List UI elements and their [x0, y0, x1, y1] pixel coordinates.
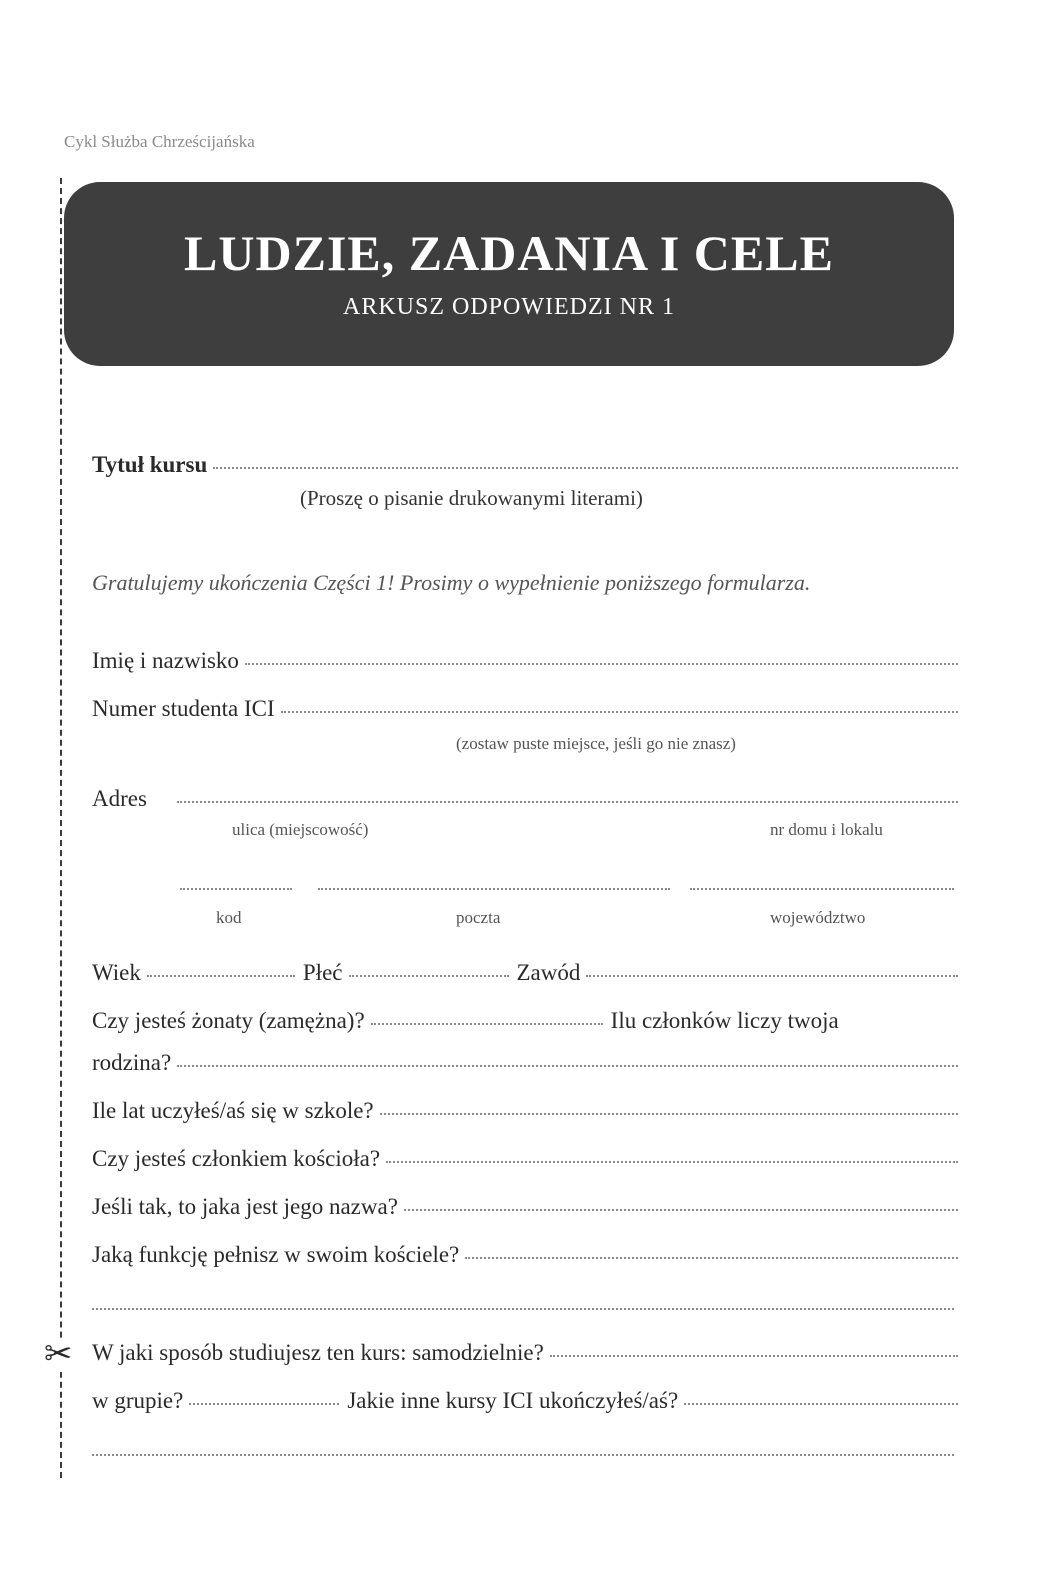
family-label-cont: rodzina?	[92, 1050, 172, 1075]
house-number-hint: nr domu i lokalu	[770, 820, 883, 839]
form-title: LUDZIE, ZADANIA I CELE	[184, 225, 834, 281]
student-number-row	[92, 696, 958, 722]
form-subtitle: ARKUSZ ODPOWIEDZI NR 1	[343, 294, 675, 320]
job-field[interactable]	[586, 975, 958, 977]
post-office-hint: poczta	[456, 908, 501, 927]
course-title-field[interactable]	[213, 467, 958, 469]
study-mode-field[interactable]	[550, 1355, 958, 1357]
married-row	[92, 1008, 958, 1034]
sex-field[interactable]	[349, 975, 509, 977]
name-field[interactable]	[245, 663, 958, 665]
family-row	[92, 1050, 958, 1076]
church-name-row	[92, 1194, 958, 1220]
school-row	[92, 1098, 958, 1124]
other-courses-field[interactable]	[684, 1403, 958, 1405]
church-role-row	[92, 1242, 958, 1268]
street-hint: ulica (miejscowość)	[232, 820, 369, 839]
family-label: Ilu członków liczy twoja	[610, 1008, 839, 1033]
course-title-hint: (Proszę o pisanie drukowanymi literami)	[300, 486, 643, 510]
married-field[interactable]	[371, 1023, 603, 1025]
age-sex-job-row	[92, 960, 958, 986]
study-mode-row	[92, 1340, 958, 1366]
course-title-label: Tytuł kursu	[92, 452, 208, 477]
group-field[interactable]	[189, 1403, 339, 1405]
age-field[interactable]	[147, 975, 295, 977]
study-mode-label: W jaki sposób studiujesz ten kurs: samodzielnie?	[92, 1340, 544, 1365]
sex-label: Płeć	[302, 960, 343, 985]
married-label: Czy jesteś żonaty (zamężna)?	[92, 1008, 365, 1033]
cut-line	[60, 178, 62, 1478]
address-label: Adres	[92, 786, 147, 811]
job-label: Zawód	[516, 960, 581, 985]
series-header: Cykl Służba Chrześcijańska	[64, 132, 255, 151]
group-row	[92, 1388, 958, 1414]
name-row	[92, 648, 958, 674]
scissors-icon: ✂	[44, 1336, 73, 1373]
intro-text: Gratulujemy ukończenia Części 1! Prosimy o wypełnienie poniższego formularza.	[92, 570, 811, 595]
province-field[interactable]	[690, 888, 954, 890]
name-label: Imię i nazwisko	[92, 648, 239, 673]
school-field[interactable]	[380, 1113, 958, 1115]
group-label: w grupie?	[92, 1388, 184, 1413]
age-label: Wiek	[92, 960, 141, 985]
church-member-field[interactable]	[386, 1161, 958, 1163]
title-banner	[64, 182, 954, 366]
postcode-field[interactable]	[180, 888, 292, 890]
church-role-field[interactable]	[465, 1257, 958, 1259]
address-field[interactable]	[177, 801, 958, 803]
church-role-label: Jaką funkcję pełnisz w swoim kościele?	[92, 1242, 460, 1267]
course-title-row	[92, 452, 958, 478]
church-member-row	[92, 1146, 958, 1172]
other-courses-label: Jakie inne kursy ICI ukończyłeś/aś?	[347, 1388, 679, 1413]
church-name-field[interactable]	[404, 1209, 958, 1211]
student-number-hint: (zostaw puste miejsce, jeśli go nie znasz)	[456, 734, 736, 753]
post-office-field[interactable]	[318, 888, 670, 890]
church-role-field-cont[interactable]	[92, 1308, 954, 1310]
address-row	[92, 786, 958, 812]
church-member-label: Czy jesteś członkiem kościoła?	[92, 1146, 381, 1171]
school-label: Ile lat uczyłeś/aś się w szkole?	[92, 1098, 374, 1123]
postcode-hint: kod	[216, 908, 242, 927]
province-hint: województwo	[770, 908, 866, 927]
church-name-label: Jeśli tak, to jaka jest jego nazwa?	[92, 1194, 398, 1219]
student-number-field[interactable]	[281, 711, 958, 713]
student-number-label: Numer studenta ICI	[92, 696, 275, 721]
other-courses-field-cont[interactable]	[92, 1454, 954, 1456]
family-field[interactable]	[177, 1065, 958, 1067]
